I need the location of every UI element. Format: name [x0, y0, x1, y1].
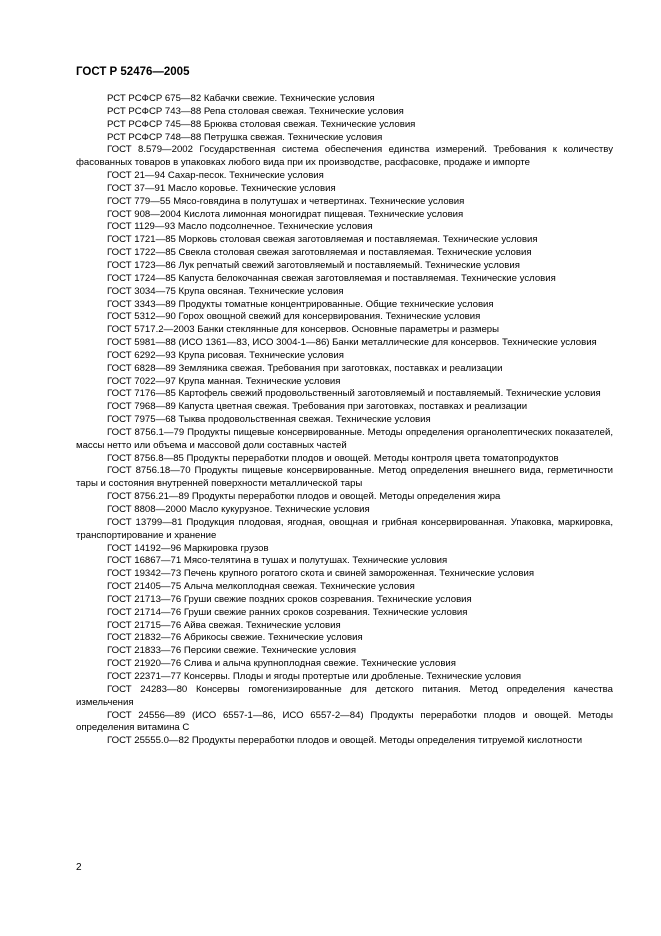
reference-entry: ГОСТ 5717.2—2003 Банки стеклянные для консервов. Основные параметры и размеры [107, 324, 500, 336]
reference-entry: ГОСТ 13799—81 Продукция плодовая, ягодная, овощная и грибная консервированная. Упаковка, маркировка, транспортирование и хранение [76, 516, 613, 541]
reference-entry: РСТ РСФСР 745—88 Брюква столовая свежая. Технические условия [107, 118, 416, 130]
reference-entry: ГОСТ 8756.1—79 Продукты пищевые консервированные. Методы определения органолептических показателей, массы нетто или объема и массовой доли составных частей [76, 426, 613, 451]
reference-entry: ГОСТ 21832—76 Абрикосы свежие. Технические условия [107, 632, 363, 644]
reference-entry: ГОСТ 1721—85 Морковь столовая свежая заготовляемая и поставляемая. Технические условия [107, 234, 538, 246]
reference-entry: ГОСТ 8756.8—85 Продукты переработки плодов и овощей. Методы контроля цвета томатопродуктов [107, 452, 559, 464]
document-header: ГОСТ Р 52476—2005 [76, 66, 190, 78]
reference-entry: ГОСТ 19342—73 Печень крупного рогатого скота и свиней замороженная. Технические условия [107, 568, 535, 580]
reference-entry: ГОСТ 21833—76 Персики свежие. Технические условия [107, 645, 357, 657]
reference-entry: ГОСТ 3343—89 Продукты томатные концентрированные. Общие технические условия [107, 298, 494, 310]
reference-entry: ГОСТ 1129—93 Масло подсолнечное. Технические условия [107, 221, 373, 233]
reference-entry: РСТ РСФСР 748—88 Петрушка свежая. Технические условия [107, 131, 383, 143]
reference-entry: ГОСТ 24556—89 (ИСО 6557-1—86, ИСО 6557-2—84) Продукты переработки плодов и овощей. Методы определения витамина С [76, 709, 613, 734]
reference-entry: ГОСТ 7022—97 Крупа манная. Технические условия [107, 375, 341, 387]
reference-entry: ГОСТ 6292—93 Крупа рисовая. Технические условия [107, 349, 344, 361]
reference-entry: ГОСТ 779—55 Мясо-говядина в полутушах и четвертинах. Технические условия [107, 195, 465, 207]
reference-entry: ГОСТ 6828—89 Земляника свежая. Требования при заготовках, поставках и реализации [107, 362, 503, 374]
reference-entry: РСТ РСФСР 675—82 Кабачки свежие. Технические условия [107, 93, 375, 104]
reference-entry: ГОСТ 8756.18—70 Продукты пищевые консервированные. Метод определения внешнего вида, герметичности тары и состояния внутренней поверхности металлической тары [76, 465, 613, 490]
reference-entry: ГОСТ 24283—80 Консервы гомогенизированные для детского питания. Метод определения качества измельчения [76, 683, 613, 708]
reference-entry: ГОСТ 21714—76 Груши свежие ранних сроков созревания. Технические условия [107, 606, 468, 618]
normative-references-list [76, 93, 613, 748]
reference-entry: ГОСТ 7975—68 Тыква продовольственная свежая. Технические условия [107, 414, 431, 426]
reference-entry: ГОСТ 5312—90 Горох овощной свежий для консервирования. Технические условия [107, 311, 481, 323]
reference-entry: ГОСТ 8.579—2002 Государственная система обеспечения единства измерений. Требования к количеству фасованных товаров в упаковках любого вида при их производстве, расфасовке, продаже и импорте [76, 144, 613, 169]
reference-entry: ГОСТ 21715—76 Айва свежая. Технические условия [107, 619, 341, 631]
reference-entry: ГОСТ 908—2004 Кислота лимонная моногидрат пищевая. Технические условия [107, 208, 464, 220]
reference-entry: ГОСТ 21—94 Сахар-песок. Технические условия [107, 170, 324, 182]
reference-entry: ГОСТ 21920—76 Слива и алыча крупноплодная свежие. Технические условия [107, 658, 456, 670]
reference-entry: ГОСТ 8808—2000 Масло кукурузное. Технические условия [107, 504, 370, 515]
reference-entry: ГОСТ 37—91 Масло коровье. Технические условия [107, 182, 336, 194]
reference-entry: ГОСТ 3034—75 Крупа овсяная. Технические условия [107, 285, 344, 297]
reference-entry: ГОСТ 21713—76 Груши свежие поздних сроков созревания. Технические условия [107, 593, 472, 605]
reference-entry: ГОСТ 1724—85 Капуста белокочанная свежая заготовляемая и поставляемая. Технические условия [107, 272, 556, 284]
reference-entry: ГОСТ 7176—85 Картофель свежий продовольственный заготовляемый и поставляемый. Технические условия [107, 388, 601, 400]
reference-entry: ГОСТ 1723—86 Лук репчатый свежий заготовляемый и поставляемый. Технические условия [107, 259, 520, 271]
reference-entry: ГОСТ 1722—85 Свекла столовая свежая заготовляемая и поставляемая. Технические условия [107, 247, 532, 259]
reference-entry: ГОСТ 22371—77 Консервы. Плоды и ягоды протертые или дробленые. Технические условия [107, 670, 522, 682]
reference-entry: ГОСТ 8756.21—89 Продукты переработки плодов и овощей. Методы определения жира [107, 491, 501, 503]
reference-entry: ГОСТ 16867—71 Мясо-телятина в тушах и полутушах. Технические условия [107, 555, 448, 567]
reference-entry: ГОСТ 14192—96 Маркировка грузов [107, 542, 269, 554]
reference-entry: ГОСТ 25555.0—82 Продукты переработки плодов и овощей. Методы определения титруемой кислотности [107, 735, 583, 747]
reference-entry: ГОСТ 5981—88 (ИСО 1361—83, ИСО 3004-1—86) Банки металлические для консервов. Технические условия [107, 337, 597, 349]
page-number: 2 [76, 862, 82, 873]
reference-entry: ГОСТ 7968—89 Капуста цветная свежая. Требования при заготовках, поставках и реализации [107, 401, 528, 413]
reference-entry: РСТ РСФСР 743—88 Репа столовая свежая. Технические условия [107, 105, 404, 117]
reference-entry: ГОСТ 21405—75 Алыча мелкоплодная свежая. Технические условия [107, 581, 415, 593]
